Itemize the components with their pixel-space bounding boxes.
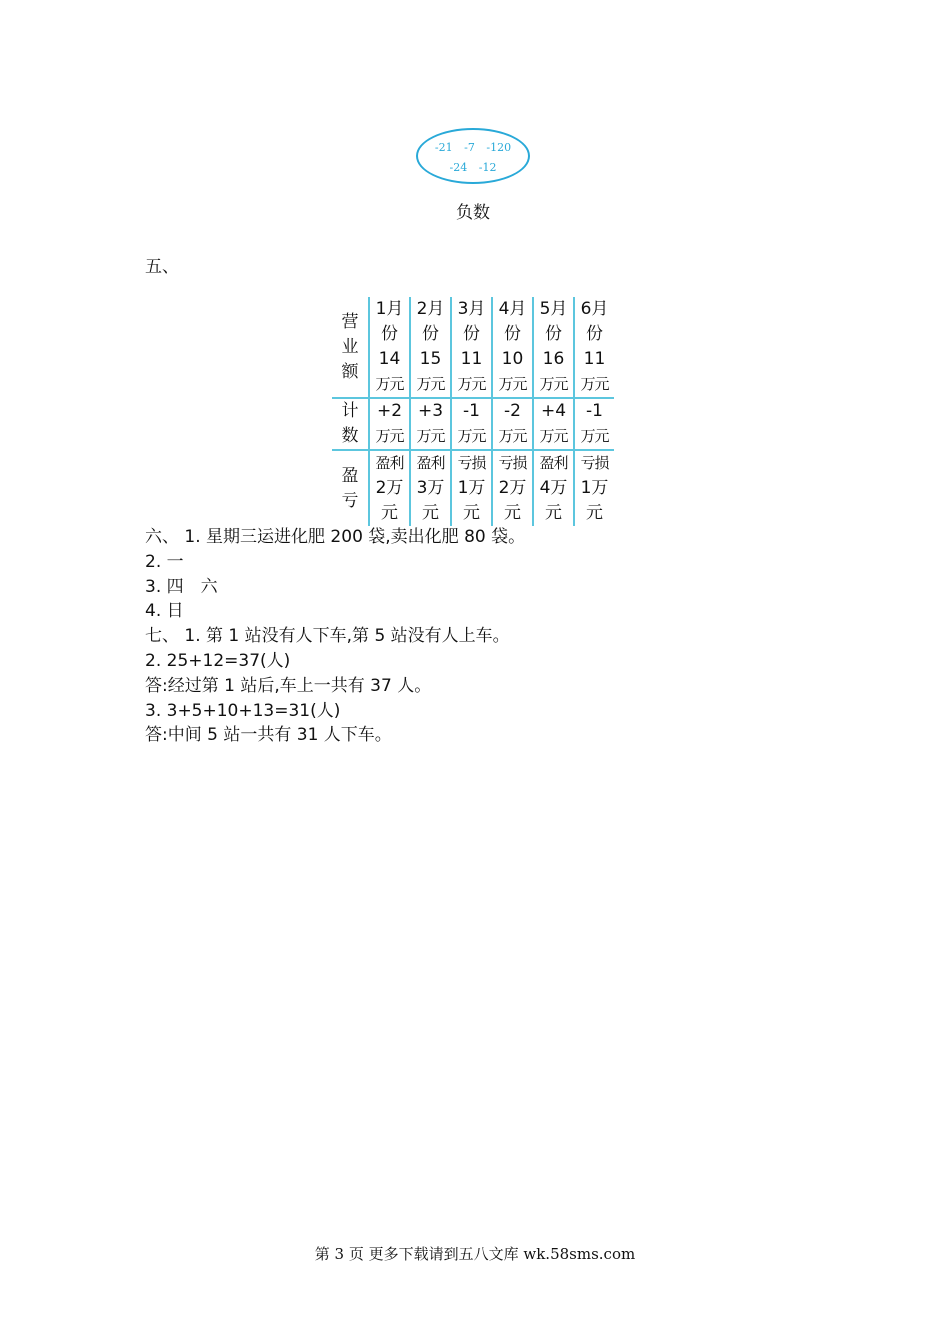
table-cell bbox=[533, 297, 574, 398]
cell-text: +2 bbox=[376, 401, 403, 421]
cell-text: 4万 bbox=[539, 478, 568, 498]
cell-text: 1万 bbox=[580, 478, 609, 498]
oval-number: -120 bbox=[486, 141, 512, 154]
oval-caption: 负数 bbox=[456, 203, 490, 223]
cell-text: -2 bbox=[504, 401, 521, 421]
cell-text: 万元 bbox=[580, 427, 609, 445]
oval-row-2 bbox=[418, 161, 528, 174]
cell-text: 6月 bbox=[580, 299, 609, 319]
cell-text: 5月 bbox=[539, 299, 568, 319]
answer-line: 答:经过第 1 站后,车上一共有 37 人。 bbox=[145, 675, 432, 696]
header-char: 计 bbox=[341, 401, 359, 421]
cell-text: 2万 bbox=[498, 478, 527, 498]
table-cell bbox=[574, 450, 614, 526]
header-char: 数 bbox=[341, 426, 359, 446]
table-cell bbox=[369, 450, 410, 526]
cell-text: 万元 bbox=[457, 375, 486, 393]
cell-text: 元 bbox=[381, 503, 398, 523]
cell-text: 元 bbox=[504, 503, 521, 523]
table-cell bbox=[492, 297, 533, 398]
answer-line: 七、 1. 第 1 站没有人下车,第 5 站没有人上车。 bbox=[145, 626, 510, 647]
table-cell bbox=[410, 297, 451, 398]
cell-text: 1月 bbox=[375, 299, 404, 319]
table-cell bbox=[410, 398, 451, 450]
cell-text: 4月 bbox=[498, 299, 527, 319]
answer-line: 3. 四 六 bbox=[145, 576, 218, 597]
answer-lines bbox=[145, 525, 525, 748]
cell-text: 元 bbox=[422, 503, 439, 523]
cell-text: 份 bbox=[463, 324, 480, 344]
header-char: 营 bbox=[341, 311, 359, 332]
cell-text: 16 bbox=[542, 349, 565, 369]
cell-text: 3万 bbox=[416, 478, 445, 498]
cell-text: 亏损 bbox=[580, 454, 609, 472]
negative-number-oval bbox=[416, 128, 530, 184]
cell-text: 2万 bbox=[375, 478, 404, 498]
cell-text: 元 bbox=[545, 503, 562, 523]
table-cell bbox=[574, 297, 614, 398]
cell-text: 万元 bbox=[580, 375, 609, 393]
oval-number: -12 bbox=[478, 161, 497, 174]
cell-text: +4 bbox=[540, 401, 567, 421]
oval-row-1 bbox=[418, 141, 528, 154]
header-char: 亏 bbox=[341, 490, 359, 511]
table-cell bbox=[410, 450, 451, 526]
row-header bbox=[332, 450, 369, 526]
page-footer: 第 3 页 更多下载请到五八文库 wk.58sms.com bbox=[314, 1245, 636, 1263]
cell-text: 盈利 bbox=[539, 454, 568, 472]
table-cell bbox=[451, 450, 492, 526]
cell-text: 万元 bbox=[457, 427, 486, 445]
cell-text: 10 bbox=[501, 349, 524, 369]
answer-line: 3. 3+5+10+13=31(人) bbox=[145, 700, 341, 721]
table-cell bbox=[451, 297, 492, 398]
oval-number: -7 bbox=[464, 141, 475, 154]
cell-text: 盈利 bbox=[375, 454, 404, 472]
cell-text: 万元 bbox=[416, 427, 445, 445]
cell-text: 亏损 bbox=[457, 454, 486, 472]
table-cell bbox=[369, 398, 410, 450]
table-cell bbox=[492, 398, 533, 450]
cell-text: 3月 bbox=[457, 299, 486, 319]
cell-text: +3 bbox=[417, 401, 444, 421]
table-cell bbox=[492, 450, 533, 526]
cell-text: 万元 bbox=[539, 375, 568, 393]
cell-text: 元 bbox=[586, 503, 603, 523]
header-char: 额 bbox=[341, 361, 359, 382]
revenue-table bbox=[332, 297, 614, 526]
row-header bbox=[332, 297, 369, 398]
cell-text: 万元 bbox=[539, 427, 568, 445]
oval-number: -21 bbox=[434, 141, 453, 154]
header-char: 业 bbox=[341, 336, 359, 357]
table-row bbox=[332, 450, 614, 526]
cell-text: 万元 bbox=[375, 427, 404, 445]
table-cell bbox=[533, 450, 574, 526]
table-row bbox=[332, 297, 614, 398]
section-5-label: 五、 bbox=[145, 257, 179, 277]
cell-text: 14 bbox=[378, 349, 401, 369]
table-cell bbox=[451, 398, 492, 450]
answer-line: 4. 日 bbox=[145, 601, 184, 622]
cell-text: -1 bbox=[463, 401, 480, 421]
oval-number: -24 bbox=[449, 161, 468, 174]
cell-text: 11 bbox=[460, 349, 483, 369]
cell-text: 份 bbox=[422, 324, 439, 344]
table-cell bbox=[369, 297, 410, 398]
table-cell bbox=[533, 398, 574, 450]
answer-line: 2. 25+12=37(人) bbox=[145, 650, 291, 671]
cell-text: 1万 bbox=[457, 478, 486, 498]
cell-text: 万元 bbox=[498, 427, 527, 445]
cell-text: 份 bbox=[381, 324, 398, 344]
cell-text: 11 bbox=[583, 349, 606, 369]
answer-line: 答:中间 5 站一共有 31 人下车。 bbox=[145, 725, 392, 746]
header-char: 盈 bbox=[341, 465, 359, 486]
table-cell bbox=[574, 398, 614, 450]
cell-text: 盈利 bbox=[416, 454, 445, 472]
cell-text: 万元 bbox=[375, 375, 404, 393]
cell-text: 万元 bbox=[498, 375, 527, 393]
answer-line: 六、 1. 星期三运进化肥 200 袋,卖出化肥 80 袋。 bbox=[145, 527, 526, 547]
table-row bbox=[332, 398, 614, 450]
answer-line: 2. 一 bbox=[145, 551, 184, 572]
cell-text: 15 bbox=[419, 349, 442, 369]
cell-text: 亏损 bbox=[498, 454, 527, 472]
cell-text: 2月 bbox=[416, 299, 445, 319]
row-header bbox=[332, 398, 369, 450]
cell-text: 万元 bbox=[416, 375, 445, 393]
cell-text: 元 bbox=[463, 503, 480, 523]
cell-text: 份 bbox=[586, 324, 603, 344]
cell-text: 份 bbox=[545, 324, 562, 344]
cell-text: 份 bbox=[504, 324, 521, 344]
cell-text: -1 bbox=[586, 401, 603, 421]
